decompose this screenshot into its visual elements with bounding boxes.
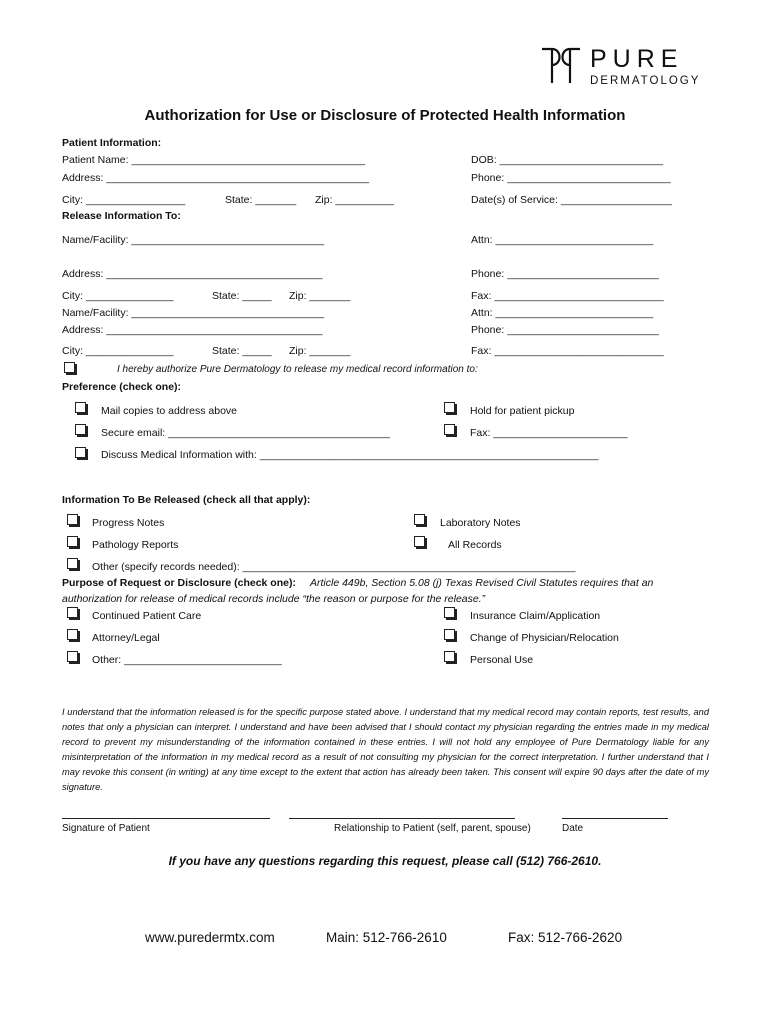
other-records-checkbox[interactable] [67,558,78,569]
all-records-checkbox[interactable] [414,536,425,547]
change-physician-label: Change of Physician/Relocation [470,632,619,644]
all-records-label: All Records [448,539,502,551]
hold-checkbox[interactable] [444,402,455,413]
continued-care-label: Continued Patient Care [92,610,202,622]
release-phone-2-field[interactable]: Phone: __________________________ [471,324,660,336]
lab-notes-checkbox[interactable] [414,514,425,525]
patient-state-field[interactable]: State: _______ [225,194,297,206]
discuss-checkbox[interactable] [75,447,86,458]
mail-checkbox[interactable] [75,402,86,413]
logo [538,45,713,90]
release-attn-2-field[interactable]: Attn: ___________________________ [471,307,654,319]
patient-zip-field[interactable]: Zip: __________ [315,194,394,206]
patient-address-field[interactable]: Address: _____________________________________________ [62,172,370,184]
purpose-law-text: Article 449b, Section 5.08 (j) Texas Revised Civil Statutes requires that an [310,577,654,589]
pathology-checkbox[interactable] [67,536,78,547]
attorney-label: Attorney/Legal [92,632,160,644]
insurance-checkbox[interactable] [444,607,455,618]
insurance-label: Insurance Claim/Application [470,610,601,622]
release-phone-field[interactable]: Phone: __________________________ [471,268,660,280]
fax-number: Fax: 512-766-2620 [508,930,623,945]
pathology-label: Pathology Reports [92,539,179,551]
patient-name-field[interactable]: Patient Name: ________________________________________ [62,154,366,166]
date-line[interactable] [562,818,668,819]
signature-label: Signature of Patient [62,823,150,834]
dob-field[interactable]: DOB: ____________________________ [471,154,664,166]
other-records-field[interactable]: Other (specify records needed): _________________________________________________________ [92,561,576,573]
email-field[interactable]: Secure email: ______________________________________ [101,427,391,439]
hold-label: Hold for patient pickup [470,405,575,417]
progress-notes-checkbox[interactable] [67,514,78,525]
page-title: Authorization for Use or Disclosure of Protected Health Information [144,107,626,124]
patient-heading: Patient Information: [62,137,162,149]
logo-dermatology-text: DERMATOLOGY [590,75,701,87]
purpose-heading: Purpose of Request or Disclosure (check one): [62,577,296,589]
signature-line[interactable] [62,818,270,819]
personal-use-checkbox[interactable] [444,651,455,662]
authorize-text: I hereby authorize Pure Dermatology to release my medical record information to: [117,364,478,375]
release-name-facility-field[interactable]: Name/Facility: _________________________________ [62,234,325,246]
release-address-2-field[interactable]: Address: _____________________________________ [62,324,323,336]
attorney-checkbox[interactable] [67,629,78,640]
lab-notes-label: Laboratory Notes [440,517,521,529]
questions-text: If you have any questions regarding this request, please call (512) 766-2610. [168,854,602,868]
other-purpose-checkbox[interactable] [67,651,78,662]
progress-notes-label: Progress Notes [92,517,165,529]
continued-care-checkbox[interactable] [67,607,78,618]
consent-paragraph: I understand that the information released is for the specific purpose stated above. I understand that my medical record may contain reports, test results, and notes that only a physician can interpret. I understand and have been advised that I should contact my physician regarding the entries made in my medical record to prevent my misunderstanding of the information contained in these entries. I will not hold any employee of Pure Dermatology liable for any misinterpretation of the information in my medical record as a result of not consulting my physician for the correct interpretation. I further understand that I may revoke this consent (in writing) at any time except to the extent that action has already been taken. This consent will expire 90 days after the date of my signature. [62,707,709,792]
release-city-2-field[interactable]: City: _______________ [62,345,174,357]
authorize-checkbox[interactable] [64,362,75,373]
release-zip-field[interactable]: Zip: _______ [289,290,351,302]
preference-heading: Preference (check one): [62,381,182,393]
relationship-line[interactable] [289,818,515,819]
date-label: Date [562,823,584,834]
release-address-field[interactable]: Address: _____________________________________ [62,268,323,280]
info-heading: Information To Be Released (check all that apply): [62,494,311,506]
other-purpose-field[interactable]: Other: ___________________________ [92,654,282,666]
release-fax-field[interactable]: Fax: _____________________________ [471,290,664,302]
mail-label: Mail copies to address above [101,405,237,417]
release-attn-field[interactable]: Attn: ___________________________ [471,234,654,246]
main-phone: Main: 512-766-2610 [326,930,447,945]
logo-mark-icon [538,45,584,87]
fax-field[interactable]: Fax: _______________________ [470,427,628,439]
email-checkbox[interactable] [75,424,86,435]
release-zip-2-field[interactable]: Zip: _______ [289,345,351,357]
release-state-2-field[interactable]: State: _____ [212,345,272,357]
release-city-field[interactable]: City: _______________ [62,290,174,302]
patient-city-field[interactable]: City: _________________ [62,194,186,206]
discuss-field[interactable]: Discuss Medical Information with: __________________________________________________________ [101,449,599,461]
change-physician-checkbox[interactable] [444,629,455,640]
relationship-label: Relationship to Patient (self, parent, spouse) [334,823,531,834]
patient-phone-field[interactable]: Phone: ____________________________ [471,172,671,184]
fax-checkbox[interactable] [444,424,455,435]
release-state-field[interactable]: State: _____ [212,290,272,302]
purpose-law-text-2: authorization for release of medical records include “the reason or purpose for the release.” [62,593,486,605]
logo-pure-text: PURE [590,45,684,73]
dates-of-service-field[interactable]: Date(s) of Service: ___________________ [471,194,672,206]
release-fax-2-field[interactable]: Fax: _____________________________ [471,345,664,357]
release-name-facility-2-field[interactable]: Name/Facility: _________________________________ [62,307,325,319]
release-heading: Release Information To: [62,210,181,222]
website-link[interactable]: www.puredermtx.com [145,930,275,945]
personal-use-label: Personal Use [470,654,534,666]
